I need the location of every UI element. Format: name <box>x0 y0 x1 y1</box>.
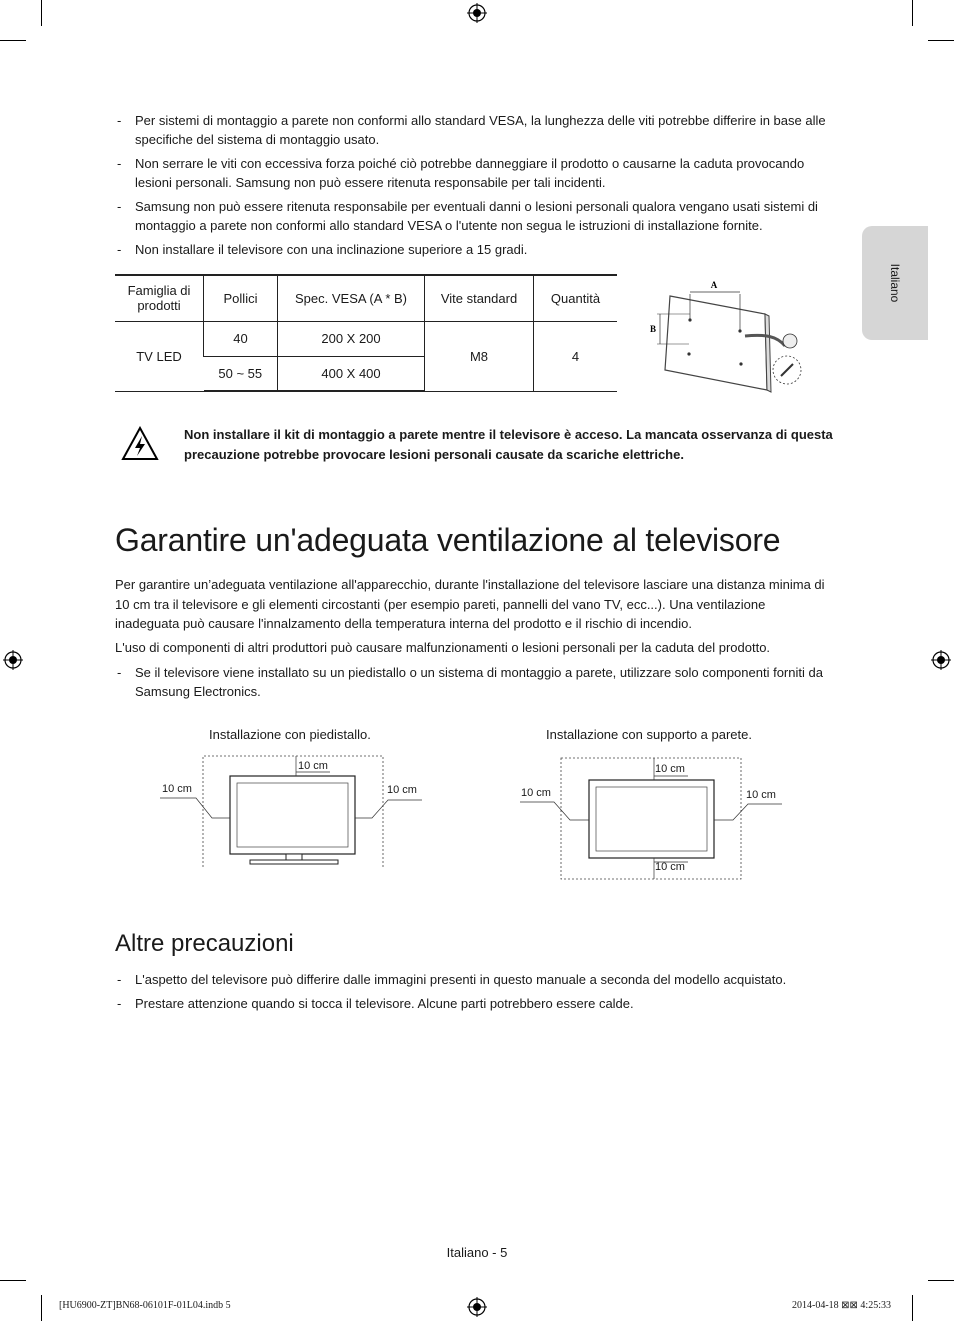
wall-mount-diagram <box>645 274 815 396</box>
crop-mark <box>928 40 954 41</box>
crop-mark <box>912 0 913 26</box>
header-family: Famiglia di prodotti <box>115 275 204 321</box>
cell-inches: 40 <box>204 321 278 356</box>
registration-mark-icon <box>931 650 951 670</box>
header-screw: Vite standard <box>425 275 534 321</box>
paragraph: L'uso di componenti di altri produttori può causare malfunzionamenti o lesioni personali per la caduta del prodotto. <box>115 640 771 655</box>
list-item: - Prestare attenzione quando si tocca il televisore. Alcune parti potrebbero essere calde. <box>117 996 634 1011</box>
header-inches: Pollici <box>204 275 278 321</box>
warning-text: Non installare il kit di montaggio a parete mentre il televisore è acceso. La mancata osservanza di questa precauzione potrebbe provocare lesioni personali causate da scariche elettriche. <box>184 427 833 462</box>
registration-mark-icon <box>3 650 23 670</box>
registration-mark-icon <box>467 1297 487 1317</box>
cell-inches: 50 ~ 55 <box>204 356 278 391</box>
stand-installation-diagram <box>160 752 430 872</box>
crop-mark <box>0 40 26 41</box>
vesa-spec-table <box>115 274 617 392</box>
registration-mark-icon <box>467 3 487 23</box>
language-tab <box>862 226 928 340</box>
page-number: Italiano - 5 <box>446 1245 508 1260</box>
distance-label: 10 cm <box>655 763 685 775</box>
header-quantity: Quantità <box>534 275 618 321</box>
table-header-row <box>115 275 617 321</box>
distance-label: 10 cm <box>746 789 776 801</box>
language-tab-label: Italiano <box>888 263 902 303</box>
list-item: - Non serrare le viti con eccessiva forza poiché ciò potrebbe danneggiare il prodotto o causarne la caduta provocando lesioni personali. Samsung non può essere ritenuta responsabile per tali incidenti. <box>117 156 805 190</box>
paragraph: Per garantire un’adeguata ventilazione all'apparecchio, durante l'installazione del televisore lasciare una distanza minima di 10 cm tra il televisore e gli elementi circostanti (per esempio pareti, pannelli del vano TV, ecc...). Una ventilazione inadeguata può causare l'innalzamento della temperatura interna del prodotto e il rischio di incendio. <box>115 577 825 631</box>
print-date-info: 2014-04-18 ⊠⊠ 4:25:33 <box>792 1300 891 1311</box>
cell-vesa: 200 X 200 <box>278 321 425 356</box>
wall-install-caption: Installazione con supporto a parete. <box>546 727 752 742</box>
cell-quantity: 4 <box>534 321 618 391</box>
list-item: - Per sistemi di montaggio a parete non conformi allo standard VESA, la lunghezza delle viti potrebbe differire in base alle specifiche del sistema di montaggio usato. <box>117 113 826 147</box>
label-b: B <box>649 324 657 334</box>
cell-screw: M8 <box>425 321 534 391</box>
list-item: - Non installare il televisore con una inclinazione superiore a 15 gradi. <box>117 242 528 257</box>
crop-mark <box>41 0 42 26</box>
list-item: - Se il televisore viene installato su un piedistallo o un sistema di montaggio a parete, utilizzare solo componenti forniti da Samsung Electronics. <box>117 665 823 699</box>
label-a: A <box>710 280 718 290</box>
crop-mark <box>41 1295 42 1321</box>
cell-vesa: 400 X 400 <box>278 356 425 391</box>
cell-family: TV LED <box>115 321 204 391</box>
distance-label: 10 cm <box>162 783 192 795</box>
print-file-info: [HU6900-ZT]BN68-06101F-01L04.indb 5 <box>59 1300 231 1311</box>
list-item: - Samsung non può essere ritenuta responsabile per eventuali danni o lesioni personali qualora vengano usati sistemi di montaggio a parete non conformi allo standard VESA o l'utente non segua le istruzioni di installazione fornite. <box>117 199 818 233</box>
header-vesa: Spec. VESA (A * B) <box>278 275 425 321</box>
crop-mark <box>928 1280 954 1281</box>
distance-label: 10 cm <box>298 760 328 772</box>
section-title-ventilation: Garantire un'adeguata ventilazione al televisore <box>115 522 781 558</box>
wall-mount-notes <box>115 111 831 264</box>
distance-label: 10 cm <box>387 784 417 796</box>
list-item: - L'aspetto del televisore può differire dalle immagini presenti in questo manuale a seconda del modello acquistato. <box>117 972 787 987</box>
table-row <box>115 321 617 356</box>
crop-mark <box>0 1280 26 1281</box>
other-precautions-list <box>115 970 831 1018</box>
section-title-other-precautions: Altre precauzioni <box>115 930 294 957</box>
crop-mark <box>912 1295 913 1321</box>
electric-hazard-icon <box>121 426 159 462</box>
distance-label: 10 cm <box>521 787 551 799</box>
stand-install-caption: Installazione con piedistallo. <box>209 727 371 742</box>
ventilation-notes <box>115 663 831 706</box>
distance-label: 10 cm <box>655 861 685 873</box>
